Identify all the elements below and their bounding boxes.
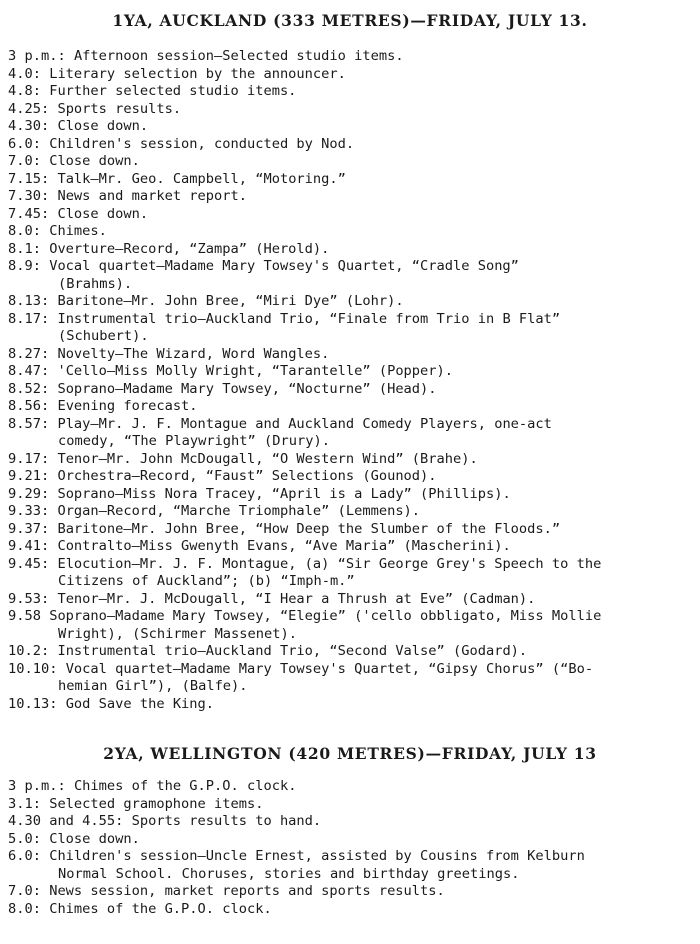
entry-time: 9.21:: [8, 468, 58, 484]
entry-text: Further selected studio items.: [49, 83, 297, 99]
entry-time: 10.2:: [8, 643, 58, 659]
programme-entry: [8, 468, 698, 486]
entry-text: Vocal quartet—Madame Mary Towsey's Quartet, “Gipsy Chorus” (“Bo-: [65, 660, 594, 677]
entry-time: 8.57:: [8, 415, 58, 432]
programme-entry: [8, 883, 698, 901]
entry-time: 5.0:: [8, 830, 50, 847]
entry-time: 4.30:: [8, 118, 58, 134]
entry-time: 3 p.m.:: [8, 48, 74, 64]
entry-time: 4.8:: [8, 83, 50, 99]
entry-text: God Save the King.: [65, 695, 215, 712]
programme-entry: [8, 831, 698, 849]
entry-text: Literary selection by the announcer.: [49, 65, 346, 82]
entry-text: Children's session—Uncle Ernest, assisted by Cousins from Kelburn: [49, 848, 585, 864]
entry-text: 'Cello—Miss Molly Wright, “Tarantelle” (Popper).: [57, 363, 454, 379]
entry-text: Novelty—The Wizard, Word Wangles.: [57, 345, 330, 362]
entry-text: Afternoon session—Selected studio items.: [73, 48, 404, 64]
entry-time: 9.41:: [8, 538, 58, 554]
entry-time: 6.0:: [8, 848, 50, 864]
entry-text: Organ—Record, “Marche Triomphale” (Lemmens).: [57, 503, 421, 519]
programme-entry: [8, 696, 698, 714]
programme-list-1ya: [8, 48, 698, 713]
entry-time: 10.10:: [8, 660, 66, 677]
entry-text: Elocution—Mr. J. F. Montague, (a) “Sir George Grey's Speech to the: [57, 555, 602, 572]
programme-entry: [8, 521, 698, 539]
programme-entry: [8, 311, 698, 329]
entry-text: Tenor—Mr. John McDougall, “O Western Wind” (Brahe).: [57, 450, 478, 467]
entry-time: 9.17:: [8, 450, 58, 467]
entry-continuation: Wright), (Schirmer Massenet).: [58, 625, 297, 642]
entry-text: Soprano—Madame Mary Towsey, “Elegie” ('cello obbligato, Miss Mollie: [49, 608, 602, 624]
programme-entry: [8, 258, 698, 276]
entry-text: Close down.: [49, 830, 140, 847]
programme-entry: [8, 796, 698, 814]
entry-time: 7.0:: [8, 883, 50, 899]
programme-entry: [8, 398, 698, 416]
entry-time: 8.1:: [8, 240, 50, 257]
entry-text: Evening forecast.: [57, 398, 198, 414]
entry-text: News and market report.: [57, 188, 247, 204]
entry-time: 8.27:: [8, 345, 58, 362]
entry-continuation: (Schubert).: [58, 328, 149, 344]
programme-entry: [8, 101, 698, 119]
entry-text: Close down.: [57, 205, 149, 222]
programme-entry: [8, 538, 698, 556]
entry-continuation: (Brahms).: [58, 275, 133, 292]
entry-time: 7.30:: [8, 188, 58, 204]
entry-text: Children's session, conducted by Nod.: [49, 135, 355, 152]
entry-text: Sports results to hand.: [131, 813, 322, 829]
entry-time: 4.30 and 4.55:: [8, 813, 132, 829]
section-heading-1ya: 1YA, AUCKLAND (333 METRES)—FRIDAY, JULY 13.: [112, 11, 588, 30]
programme-entry: [8, 363, 698, 381]
entry-text: Close down.: [57, 118, 149, 134]
entry-time: 8.0:: [8, 900, 50, 917]
programme-entry: [8, 381, 698, 399]
entry-text: Sports results.: [57, 100, 182, 117]
entry-text: Instrumental trio—Auckland Trio, “Second Valse” (Godard).: [57, 643, 528, 659]
entry-time: 4.25:: [8, 100, 58, 117]
entry-continuation: Normal School. Choruses, stories and birthday greetings.: [58, 865, 520, 882]
programme-list-2ya: [8, 778, 698, 918]
entry-time: 10.13:: [8, 695, 66, 712]
programme-entry: [8, 486, 698, 504]
entry-time: 8.56:: [8, 398, 58, 414]
entry-text: Selected gramophone items.: [49, 795, 264, 812]
programme-entry: [8, 188, 698, 206]
entry-time: 7.45:: [8, 205, 58, 222]
entry-time: 9.53:: [8, 590, 58, 607]
programme-entry: [8, 661, 698, 679]
entry-text: Chimes of the G.P.O. clock.: [73, 778, 297, 794]
programme-entry: [8, 643, 698, 661]
entry-continuation: Citizens of Auckland”; (b) “Imph-m.”: [58, 573, 355, 589]
entry-time: 9.33:: [8, 503, 58, 519]
programme-entry: [8, 136, 698, 154]
entry-time: 6.0:: [8, 135, 50, 152]
entry-time: 9.58: [8, 608, 50, 624]
entry-time: 8.47:: [8, 363, 58, 379]
entry-time: 8.13:: [8, 293, 58, 309]
entry-text: Instrumental trio—Auckland Trio, “Finale from Trio in B Flat”: [57, 310, 561, 327]
entry-time: 8.17:: [8, 310, 58, 327]
entry-time: 8.52:: [8, 380, 58, 397]
programme-entry: [8, 556, 698, 574]
entry-text: Talk—Mr. Geo. Campbell, “Motoring.”: [57, 170, 346, 187]
entry-text: Baritone—Mr. John Bree, “How Deep the Slumber of the Floods.”: [57, 520, 561, 537]
programme-entry: [8, 171, 698, 189]
entry-time: 9.29:: [8, 485, 58, 502]
entry-text: Baritone—Mr. John Bree, “Miri Dye” (Lohr).: [57, 293, 404, 309]
programme-entry: [8, 48, 698, 66]
programme-entry: [8, 848, 698, 866]
programme-entry: [8, 778, 698, 796]
entry-text: Soprano—Madame Mary Towsey, “Nocturne” (Head).: [57, 380, 437, 397]
programme-entry: [8, 118, 698, 136]
programme-entry: [8, 901, 698, 919]
programme-entry: [8, 241, 698, 259]
programme-entry: [8, 66, 698, 84]
programme-entry: [8, 83, 698, 101]
entry-text: Orchestra—Record, “Faust” Selections (Gounod).: [57, 468, 437, 484]
entry-continuation: hemian Girl”), (Balfe).: [58, 678, 248, 694]
programme-entry: [8, 813, 698, 831]
programme-entry: [8, 608, 698, 626]
section-heading-2ya: 2YA, WELLINGTON (420 METRES)—FRIDAY, JULY 13: [103, 744, 597, 763]
entry-text: Vocal quartet—Madame Mary Towsey's Quartet, “Cradle Song”: [49, 258, 519, 274]
programme-entry: [8, 346, 698, 364]
entry-time: 9.37:: [8, 520, 58, 537]
entry-text: Close down.: [49, 153, 140, 169]
entry-text: Play—Mr. J. F. Montague and Auckland Comedy Players, one-act: [57, 415, 552, 432]
entry-time: 7.15:: [8, 170, 58, 187]
entry-text: Tenor—Mr. J. McDougall, “I Hear a Thrush at Eve” (Cadman).: [57, 590, 536, 607]
entry-text: Soprano—Miss Nora Tracey, “April is a Lady” (Phillips).: [57, 485, 511, 502]
programme-entry: [8, 153, 698, 171]
entry-continuation: comedy, “The Playwright” (Drury).: [58, 433, 330, 449]
programme-entry: [8, 293, 698, 311]
entry-time: 8.9:: [8, 258, 50, 274]
entry-time: 3.1:: [8, 795, 50, 812]
programme-entry: [8, 503, 698, 521]
programme-entry: [8, 206, 698, 224]
entry-text: Chimes.: [49, 223, 107, 239]
entry-text: Contralto—Miss Gwenyth Evans, “Ave Maria” (Mascherini).: [57, 538, 511, 554]
entry-text: News session, market reports and sports results.: [49, 883, 445, 899]
programme-entry: [8, 451, 698, 469]
programme-entry: [8, 591, 698, 609]
programme-entry: [8, 223, 698, 241]
entry-text: Chimes of the G.P.O. clock.: [49, 900, 272, 917]
entry-time: 3 p.m.:: [8, 778, 74, 794]
programme-entry: [8, 416, 698, 434]
entry-time: 8.0:: [8, 223, 50, 239]
entry-time: 7.0:: [8, 153, 50, 169]
entry-time: 4.0:: [8, 65, 50, 82]
entry-time: 9.45:: [8, 555, 58, 572]
entry-text: Overture—Record, “Zampa” (Herold).: [49, 240, 330, 257]
